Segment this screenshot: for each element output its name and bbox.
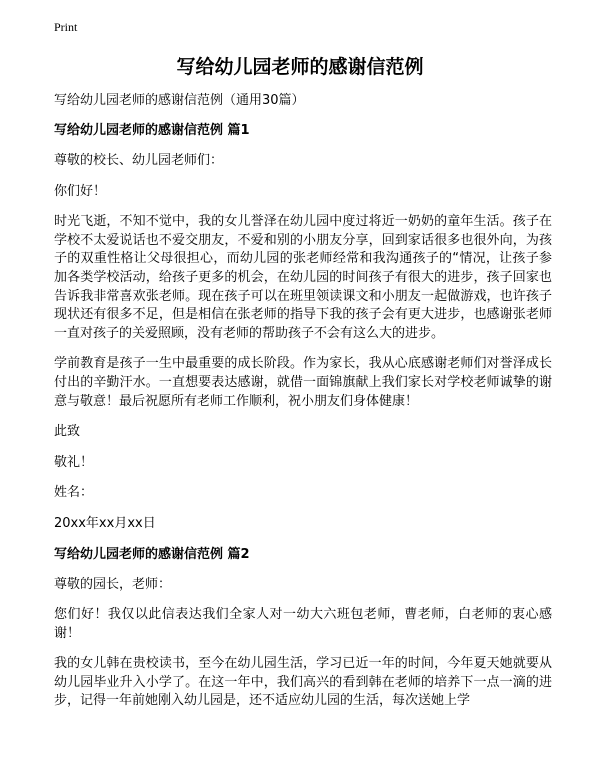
letter-1-greeting: 你们好！ <box>54 183 107 199</box>
letter-2-paragraph-1: 您们好！我仅以此信表达我们全家人对一幼大六班包老师，曹老师，白老师的衷心感谢！ <box>54 607 552 641</box>
letter-2-paragraph-2: 我的女儿韩在贵校读书，至今在幼儿园生活，学习已近一年的时间，今年夏天她就要从幼儿园毕业升入小学了。在这一年中，我们高兴的看到韩在老师的培养下一点一滴的进步，记得一年前她刚入幼儿园是，还不适应幼儿园的生活，每次送她上学 <box>54 656 552 709</box>
letter-2-salutation: 尊敬的园长，老师： <box>54 576 172 592</box>
letter-1-closing-2: 敬礼！ <box>54 454 94 470</box>
letter-1-closing-1: 此致 <box>54 424 81 440</box>
letter-1-name-line: 姓名： <box>54 485 94 501</box>
letter-1-paragraph-2: 学前教育是孩子一生中最重要的成长阶段。作为家长，我从心底感谢老师们对誉泽成长付出的辛勤汗水。一直想要表达感谢，就借一面锦旗献上我们家长对学校老师诚挚的谢意与敬意！最后祝愿所有老师工作顺利，祝小朋友们身体健康！ <box>54 356 552 409</box>
document-title: 写给幼儿园老师的感谢信范例 <box>176 56 424 78</box>
letter-1-heading: 写给幼儿园老师的感谢信范例 篇1 <box>54 123 250 138</box>
letter-1-paragraph-1: 时光飞逝，不知不觉中，我的女儿誉泽在幼儿园中度过将近一奶奶的童年生活。孩子在学校不太爱说话也不爱交朋友，不爱和别的小朋友分享，回到家话很多也很外向，为孩子的双重性格让父母很担心，而幼儿园的张老师经常和我沟通孩子的“情况，让孩子参加各类学校活动，给孩子更多的机会，在幼儿园的时间孩子有很大的进步，孩子回家也告诉我非常喜欢张老师。现在孩子可以在班里领读课文和小朋友一起做游戏，也许孩子现状还有很多不足，但是相信在张老师的指导下我的孩子会有更大进步，也感谢张老师一直对孩子的关爱照顾，没有老师的帮助孩子不会有这么大的进步。 <box>54 214 552 341</box>
letter-1-salutation: 尊敬的校长、幼儿园老师们： <box>54 153 224 168</box>
document-body <box>54 92 552 723</box>
print-link[interactable]: Print <box>54 20 78 34</box>
letter-2-heading: 写给幼儿园老师的感谢信范例 篇2 <box>54 546 250 562</box>
letter-1-date-line: 20xx年xx月xx日 <box>54 515 156 531</box>
document-subtitle: 写给幼儿园老师的感谢信范例（通用30篇） <box>54 93 305 108</box>
